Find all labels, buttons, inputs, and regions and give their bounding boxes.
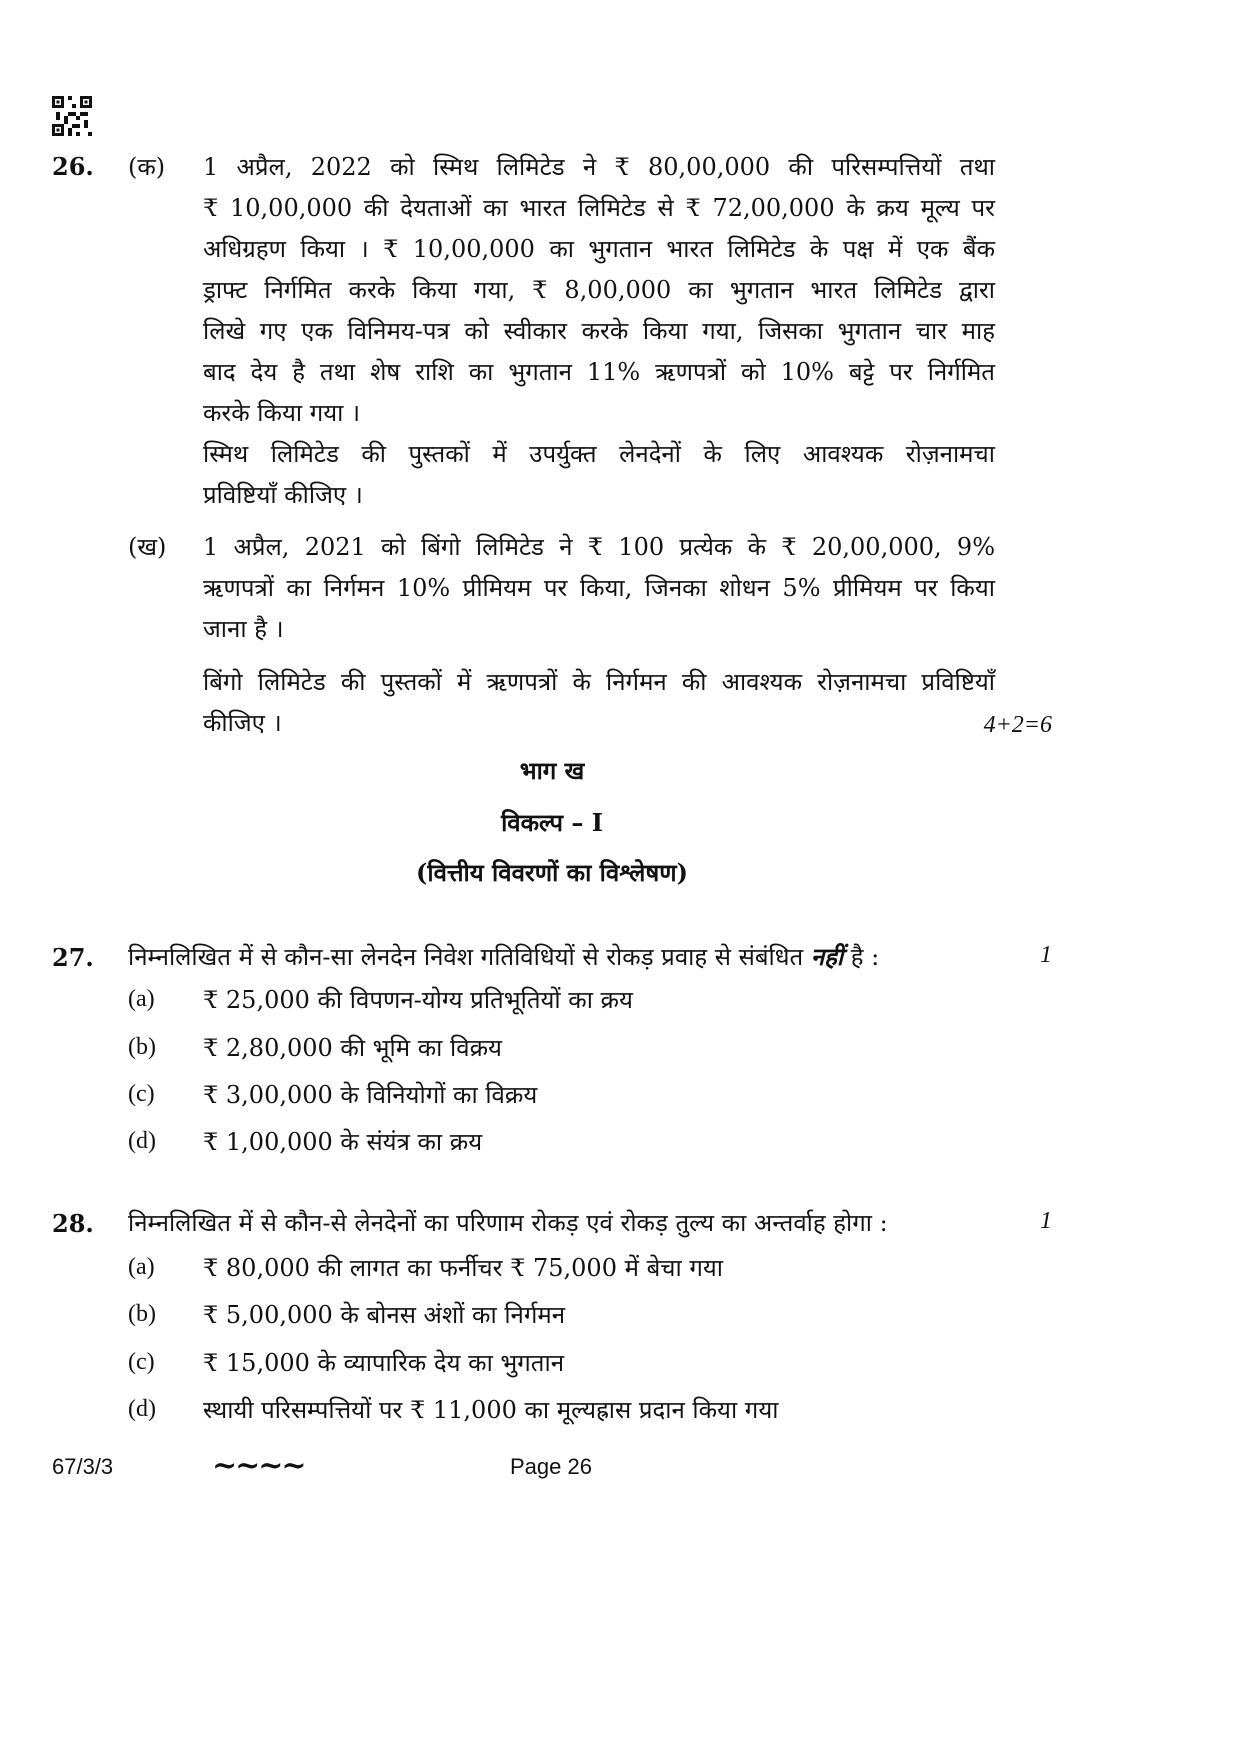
- question-26a-text: [203, 150, 995, 519]
- option-text: ₹ 15,000 के व्यापारिक देय का भुगतान: [203, 1349, 565, 1377]
- option-text: ₹ 3,00,000 के विनियोगों का विक्रय: [203, 1081, 538, 1109]
- text-line: अधिग्रहण किया । ₹ 10,00,000 का भुगतान भारत लिमिटेड के पक्ष में एक बैंक: [203, 235, 995, 263]
- question-text: निम्नलिखित में से कौन-सा लेनदेन निवेश गतिविधियों से रोकड़ प्रवाह से संबंधित: [128, 943, 811, 971]
- paper-code: 67/3/3: [52, 1454, 114, 1479]
- option-text: ₹ 1,00,000 के संयंत्र का क्रय: [203, 1128, 483, 1156]
- text-line: ड्राफ्ट निर्गमित करके किया गया, ₹ 8,00,000 का भुगतान भारत लिमिटेड द्वारा: [203, 276, 995, 304]
- option-text: स्थायी परिसम्पत्तियों पर ₹ 11,000 का मूल्यह्रास प्रदान किया गया: [203, 1396, 779, 1424]
- footer-ornament: ~~~~: [212, 1448, 305, 1483]
- question-number: 28.: [52, 1209, 94, 1238]
- section-option-heading: विकल्प – I: [501, 808, 603, 837]
- page-number: Page 26: [510, 1454, 592, 1479]
- question-28-text: निम्नलिखित में से कौन-से लेनदेनों का परिणाम रोकड़ एवं रोकड़ तुल्य का अन्तर्वाह होगा :: [128, 1209, 888, 1237]
- text-line: स्मिथ लिमिटेड की पुस्तकों में उपर्युक्त लेनदेनों के लिए आवश्यक रोज़नामचा: [203, 440, 995, 468]
- option-text: ₹ 2,80,000 की भूमि का विक्रय: [203, 1034, 502, 1062]
- text-line: प्रविष्टियाँ कीजिए ।: [203, 481, 363, 509]
- option-label: (a): [128, 1254, 155, 1280]
- part-label: (क): [128, 153, 166, 181]
- option-label: (d): [128, 1396, 156, 1422]
- section-part-heading: भाग ख: [519, 756, 585, 785]
- part-label: (ख): [128, 533, 167, 561]
- qr-code-icon: [52, 96, 92, 136]
- text-line: कीजिए ।: [203, 709, 282, 737]
- question-number: 27.: [52, 943, 94, 972]
- text-line: ऋणपत्रों का निर्गमन 10% प्रीमियम पर किया, जिनका शोधन 5% प्रीमियम पर किया: [203, 574, 995, 602]
- option-label: (c): [128, 1081, 155, 1107]
- option-label: (a): [128, 986, 155, 1012]
- marks: 1: [1040, 942, 1052, 968]
- option-label: (b): [128, 1034, 156, 1060]
- question-26b-text: [203, 530, 995, 747]
- question-number: 26.: [52, 152, 94, 181]
- option-label: (c): [128, 1349, 155, 1375]
- option-text: ₹ 5,00,000 के बोनस अंशों का निर्गमन: [203, 1301, 566, 1329]
- option-text: ₹ 80,000 की लागत का फर्नीचर ₹ 75,000 में बेचा गया: [203, 1254, 724, 1282]
- marks: 4+2=6: [983, 712, 1052, 738]
- emphasis-text: नहीं: [810, 942, 844, 971]
- text-line: ₹ 10,00,000 की देयताओं का भारत लिमिटेड से ₹ 72,00,000 के क्रय मूल्य पर: [203, 194, 995, 222]
- option-text: ₹ 25,000 की विपणन-योग्य प्रतिभूतियों का क्रय: [203, 986, 633, 1014]
- text-line: लिखे गए एक विनिमय-पत्र को स्वीकार करके किया गया, जिसका भुगतान चार माह: [203, 317, 995, 345]
- text-line: बाद देय है तथा शेष राशि का भुगतान 11% ऋणपत्रों को 10% बट्टे पर निर्गमित: [203, 358, 995, 386]
- text-line: 1 अप्रैल, 2021 को बिंगो लिमिटेड ने ₹ 100 प्रत्येक के ₹ 20,00,000, 9%: [203, 533, 995, 561]
- text-line: जाना है ।: [203, 615, 284, 643]
- question-27-text: [128, 940, 879, 973]
- marks: 1: [1040, 1208, 1052, 1234]
- question-text: है :: [843, 943, 880, 971]
- option-label: (b): [128, 1301, 156, 1327]
- text-line: 1 अप्रैल, 2022 को स्मिथ लिमिटेड ने ₹ 80,00,000 की परिसम्पत्तियों तथा: [203, 153, 995, 181]
- text-line: करके किया गया ।: [203, 399, 361, 427]
- text-line: बिंगो लिमिटेड की पुस्तकों में ऋणपत्रों के निर्गमन की आवश्यक रोज़नामचा प्रविष्टियाँ: [203, 668, 995, 696]
- option-label: (d): [128, 1128, 156, 1154]
- section-subtitle: (वित्तीय विवरणों का विश्लेषण): [416, 858, 688, 887]
